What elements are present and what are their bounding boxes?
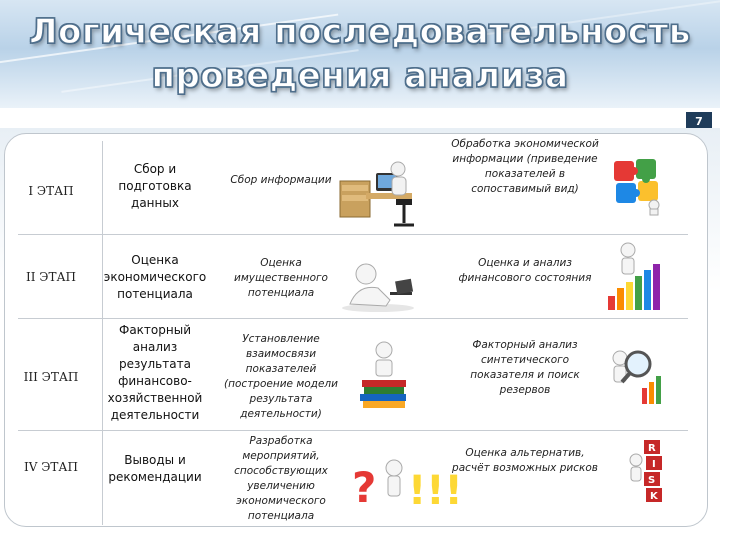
risk-blocks-icon [622, 436, 672, 512]
svg-text:K: K [650, 491, 658, 502]
stage-task: Выводы и рекомендации [108, 453, 202, 484]
office-worker-at-computer-icon [336, 151, 430, 235]
figure-with-books-icon [354, 340, 414, 416]
table-row [18, 133, 688, 234]
svg-text:I: I [652, 459, 656, 470]
puzzle-pieces-icon [608, 153, 668, 221]
stage-label: I ЭТАП [28, 184, 74, 198]
svg-text:S: S [648, 475, 656, 486]
stage-step-right: Оценка и анализ финансового состояния [458, 257, 592, 284]
stage-step-right: Обработка экономической информации (приведение показателей в сопоставимый вид) [451, 138, 599, 195]
stage-label: III ЭТАП [23, 370, 79, 384]
stage-step-left: Сбор информации [230, 174, 332, 186]
svg-text:R: R [648, 443, 656, 454]
stage-step-left: Оценка имущественного потенциала [234, 257, 328, 299]
svg-text:!!!: !!! [408, 468, 463, 514]
page-number-badge: 7 [686, 112, 712, 132]
growth-bar-chart-icon [602, 240, 662, 318]
stage-task: Сбор и подготовка данных [118, 162, 192, 210]
figure-with-laptop-icon [338, 256, 422, 318]
table-row [18, 234, 688, 318]
stage-label: IV ЭТАП [24, 460, 78, 474]
page-title-line2: проведения анализа [151, 56, 569, 96]
magnifier-chart-icon [598, 342, 670, 416]
page-title-line1: Логическая последовательность [29, 12, 691, 52]
svg-text:?: ? [352, 463, 377, 512]
stage-step-left: Разработка мероприятий, способствующих увеличению экономического потенциала [234, 435, 328, 522]
stage-task: Факторный анализ результата финансово-хозяйственной деятельности [107, 323, 203, 422]
title-banner [0, 0, 720, 108]
table-row [18, 318, 688, 430]
stage-step-left: Установление взаимосвязи показателей (построение модели результата деятельности) [224, 333, 338, 420]
stage-task: Оценка экономического потенциала [103, 253, 207, 301]
stage-step-right: Оценка альтернатив, расчёт возможных рисков [452, 447, 598, 474]
question-exclamation-figure-icon [348, 446, 463, 520]
stage-step-right: Факторный анализ синтетического показателя и поиск резервов [470, 339, 580, 396]
table-row [18, 430, 688, 525]
stage-label: II ЭТАП [25, 270, 77, 284]
